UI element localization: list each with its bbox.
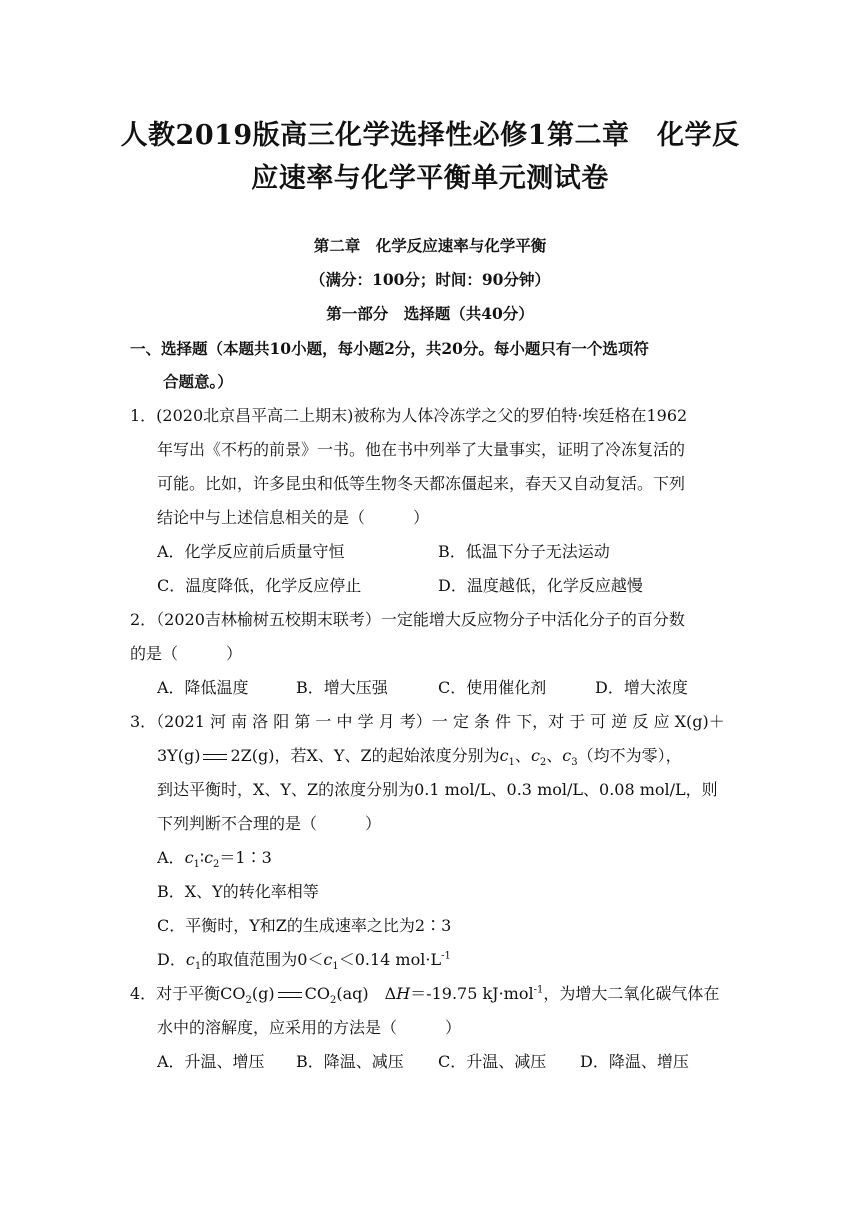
q1-line2: 年写出《不朽的前景》一书。他在书中列举了大量事实，证明了冷冻复活的 xyxy=(157,440,686,459)
q3-option-b: B．X、Y的转化率相等 xyxy=(157,882,319,901)
q1-line4: 结论中与上述信息相关的是（ ） xyxy=(157,508,430,527)
separator: 、 xyxy=(514,746,531,765)
subscript: 3 xyxy=(571,757,578,769)
var-c: c xyxy=(184,848,194,867)
q4-line1 xyxy=(130,981,719,1006)
q3-option-a xyxy=(157,845,272,870)
q4-delta: (aq) Δ xyxy=(336,984,397,1003)
q3-line2 xyxy=(157,743,682,768)
subscript: 2 xyxy=(245,995,252,1007)
q4-state: (g) xyxy=(251,984,275,1003)
var-c: c xyxy=(204,848,214,867)
var-h: H xyxy=(396,984,411,1003)
superscript: -1 xyxy=(533,984,544,996)
q4-text-end: ，为增大二氧化碳气体在 xyxy=(543,984,720,1003)
q4-option-d: D．降温、增压 xyxy=(580,1052,689,1071)
var-c: c xyxy=(185,950,195,969)
q3-option-d xyxy=(157,947,451,972)
q4-option-a: A．升温、增压 xyxy=(157,1052,265,1071)
q3-line1: 3．（2021 河 南 洛 阳 第 一 中 学 月 考）一 定 条 件 下，对 于 可 逆 反 应 X(g)＋ xyxy=(130,712,725,731)
q4-enthalpy: ＝-19.75 kJ·mol xyxy=(410,984,534,1003)
subscript: 1 xyxy=(194,961,202,973)
q4-product: CO xyxy=(304,984,331,1003)
q2-line1: 2．（2020吉林榆树五校期末联考）一定能增大反应物分子中活化分子的百分数 xyxy=(130,610,685,629)
chapter-heading: 第二章 化学反应速率与化学平衡 xyxy=(313,236,547,255)
separator: 、 xyxy=(546,746,563,765)
q1-option-a: A．化学反应前后质量守恒 xyxy=(157,542,345,561)
superscript: -1 xyxy=(441,950,451,962)
q1-option-b: B．低温下分子无法运动 xyxy=(438,542,610,561)
q3-line4: 下列判断不合理的是（ ） xyxy=(157,814,382,833)
reversible-arrow-icon xyxy=(200,750,230,764)
option-letter: A． xyxy=(157,848,185,867)
ratio-value: ＝1∶3 xyxy=(219,848,272,867)
q1-option-c: C．温度降低，化学反应停止 xyxy=(157,576,362,595)
q1-option-d: D．温度越低，化学反应越慢 xyxy=(438,576,643,595)
score-time: （满分：100分；时间：90分钟） xyxy=(310,270,550,289)
ratio-sign: ∶ xyxy=(199,848,205,867)
var-c: c xyxy=(323,950,333,969)
var-c: c xyxy=(499,746,509,765)
q4-text: 4．对于平衡CO xyxy=(130,984,246,1003)
section-instruction-line2: 合题意。） xyxy=(163,372,233,391)
q2-option-b: B．增大压强 xyxy=(296,678,388,697)
q3-line2-text: 2Z(g)，若X、Y、Z的起始浓度分别为 xyxy=(230,746,500,765)
q1-line1: 1．(2020北京昌平高二上期末)被称为人体冷冻学之父的罗伯特·埃廷格在1962 xyxy=(130,406,688,425)
q3-reactant-y: 3Y(g) xyxy=(157,746,201,765)
q3-line2-end: （均不为零）， xyxy=(577,746,682,765)
q4-line2: 水中的溶解度，应采用的方法是（ ） xyxy=(157,1018,462,1037)
part-heading: 第一部分 选择题（共40分） xyxy=(326,304,534,323)
subscript: 1 xyxy=(332,961,339,973)
doc-title-line1: 人教2019版高三化学选择性必修1第二章 化学反 xyxy=(120,120,740,151)
q1-line3: 可能。比如，许多昆虫和低等生物冬天都冻僵起来，春天又自动复活。下列 xyxy=(157,474,686,493)
q2-line2: 的是（ ） xyxy=(130,644,243,663)
q2-option-c: C．使用催化剂 xyxy=(438,678,547,697)
range-text: 的取值范围为0＜ xyxy=(201,950,324,969)
var-c: c xyxy=(562,746,572,765)
subscript: 1 xyxy=(193,859,200,871)
subscript: 2 xyxy=(330,995,337,1007)
subscript: 2 xyxy=(539,757,547,769)
q2-option-d: D．增大浓度 xyxy=(595,678,688,697)
range-end: ＜0.14 mol·L xyxy=(338,950,442,969)
doc-title-line2: 应速率与化学平衡单元测试卷 xyxy=(251,163,609,194)
var-c: c xyxy=(530,746,540,765)
q3-line3: 到达平衡时，X、Y、Z的浓度分别为0.1 mol/L、0.3 mol/L、0.08 mol/L，则 xyxy=(157,780,718,799)
q3-option-c: C．平衡时，Y和Z的生成速率之比为2∶3 xyxy=(157,916,452,935)
q4-option-c: C．升温、减压 xyxy=(438,1052,547,1071)
subscript: 2 xyxy=(213,859,220,871)
section-instruction-line1: 一、选择题（本题共10小题，每小题2分，共20分。每小题只有一个选项符 xyxy=(130,339,649,358)
q4-option-b: B．降温、减压 xyxy=(296,1052,404,1071)
reversible-arrow-icon xyxy=(275,988,305,1002)
q2-option-a: A．降低温度 xyxy=(157,678,249,697)
option-letter: D． xyxy=(157,950,186,969)
subscript: 1 xyxy=(508,757,515,769)
